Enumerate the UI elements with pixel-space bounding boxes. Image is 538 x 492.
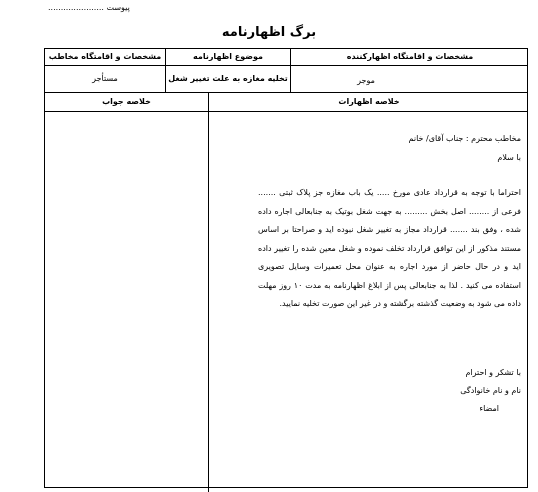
addressee-header: مشخصات و اقامتگاه مخاطب: [48, 52, 162, 61]
declarant-value: موجر: [357, 76, 375, 85]
row-divider-3: [45, 111, 527, 112]
closing-line: با تشکر و احترام: [465, 368, 521, 377]
name-line: نام و نام خانوادگی: [460, 386, 521, 395]
declaration-form: [44, 48, 528, 488]
reply-header: خلاصه جواب: [102, 97, 151, 106]
signature-line: امضاء: [479, 404, 499, 413]
row-divider-2: [45, 92, 527, 93]
body-divider: [208, 92, 209, 492]
statements-header: خلاصه اظهارات: [338, 97, 400, 106]
subject-header: موضوع اظهارنامه: [193, 52, 263, 61]
addressee-value: مستأجر: [92, 74, 118, 83]
salutation: مخاطب محترم : جناب آقای/ خانم: [408, 134, 521, 143]
statement-paragraph: احتراما با توجه به قرارداد عادی مورخ ..... یک باب مغازه جز پلاک ثبتی ....... فرعی از ........ اصل بخش ......... به جهت شغل بوتیک به جنابعالی اجاره داده شده ، وفق بند ....... قرارداد مجاز به تغییر شغل نبوده اید و صراحتا بر اساس مستند مذکور از این توافق قرارداد تخلف نموده و شغل معین شده را تغییر داده اید و در حال حاضر از مورد اجاره به عنوان محل تعمیرات وسایل تصویری استفاده می کنید . لذا به جنابعالی پس از ابلاغ اظهارنامه به مدت ۱۰ روز مهلت داده می شود به وضعیت گذشته برگشته و در غیر این صورت تخلیه نمایید.: [258, 188, 522, 308]
subject-value: تخلیه مغازه به علت تغییر شغل: [168, 74, 288, 83]
signature-block: [345, 364, 521, 418]
attachment-label: پیوست ......................: [48, 3, 130, 12]
greeting: با سلام: [497, 152, 521, 162]
row-divider-1: [45, 65, 527, 66]
page-title: برگ اظهارنامه: [221, 25, 317, 40]
statement-body: [258, 130, 521, 314]
declarant-header: مشخصات و اقامتگاه اظهارکننده: [346, 52, 474, 61]
